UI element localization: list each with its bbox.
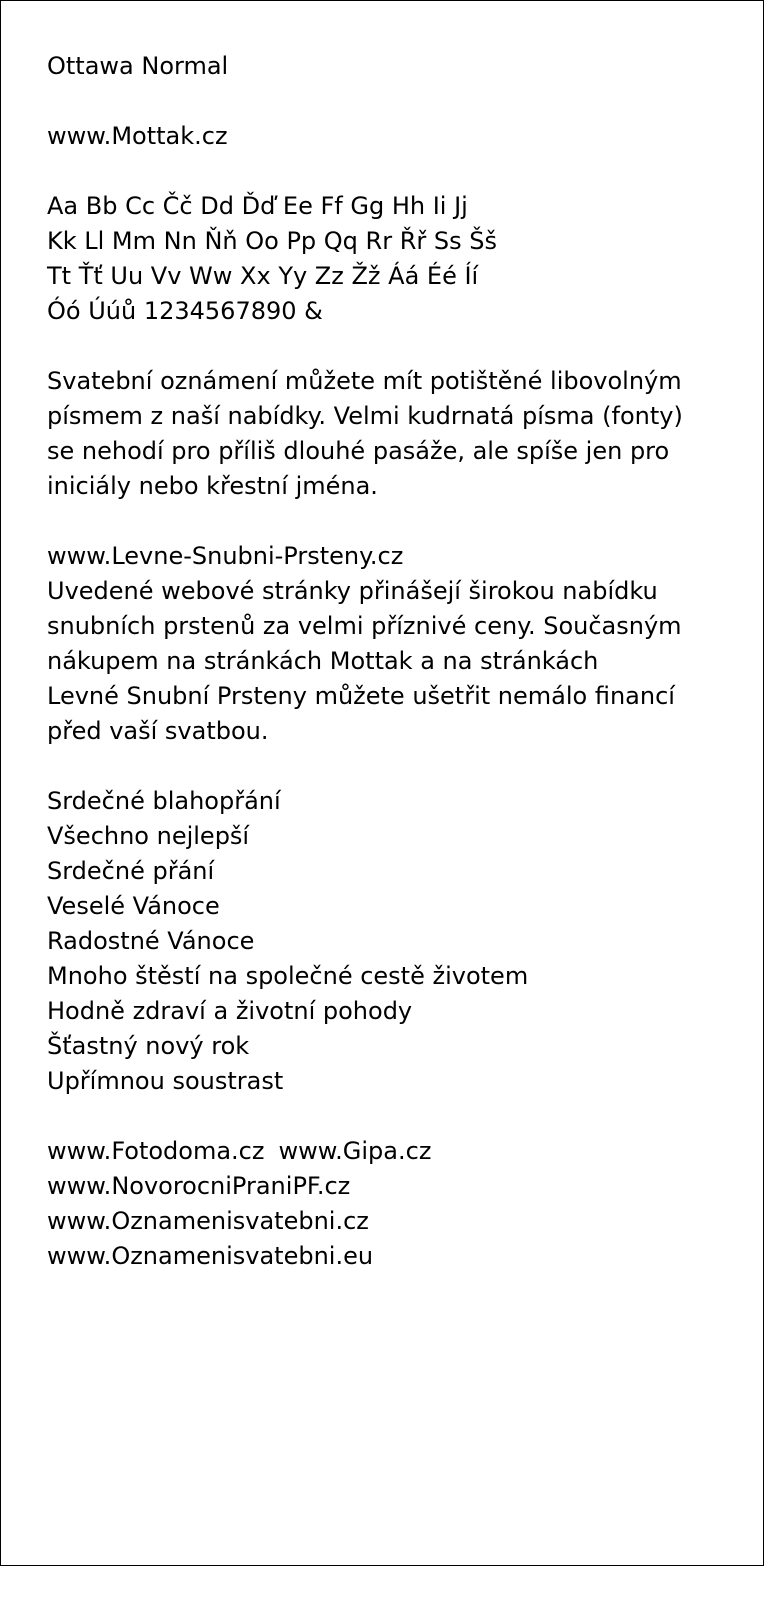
paragraph-line: Levné Snubní Prsteny můžete ušetřit nemálo financí: [47, 682, 675, 710]
spacer: [47, 154, 747, 189]
font-name-heading: Ottawa Normal: [47, 52, 229, 80]
oznameni-eu-link[interactable]: www.Oznamenisvatebni.eu: [47, 1242, 374, 1270]
greeting-item: Mnoho štěstí na společné cestě životem: [47, 962, 529, 990]
gipa-link[interactable]: www.Gipa.cz: [278, 1137, 432, 1165]
fotodoma-link[interactable]: www.Fotodoma.cz: [47, 1137, 265, 1165]
paragraph-line: se nehodí pro příliš dlouhé pasáže, ale spíše jen pro: [47, 437, 670, 465]
greeting-item: Všechno nejlepší: [47, 822, 250, 850]
alphabet-line: Kk Ll Mm Nn Ňň Oo Pp Qq Rr Řř Ss Šš: [47, 227, 497, 255]
spacer: [47, 84, 747, 119]
paragraph-line: před vaší svatbou.: [47, 717, 269, 745]
sample-content: [47, 49, 747, 1274]
site-link[interactable]: www.Mottak.cz: [47, 122, 228, 150]
spacer: [47, 329, 747, 364]
alphabet-line: Óó Úúů 1234567890 &: [47, 297, 323, 325]
intro-paragraph: [47, 364, 747, 504]
rings-site-link[interactable]: www.Levne-Snubni-Prsteny.cz: [47, 542, 404, 570]
spacer: [47, 749, 747, 784]
paragraph-line: iniciály nebo křestní jména.: [47, 472, 378, 500]
greeting-item: Hodně zdraví a životní pohody: [47, 997, 413, 1025]
rings-block: [47, 539, 747, 749]
paragraph-line: Svatební oznámení můžete mít potištěné libovolným: [47, 367, 682, 395]
links-block: [47, 1134, 747, 1274]
greeting-item: Srdečné blahopřání: [47, 787, 281, 815]
links-row: [47, 1134, 747, 1169]
greetings-list: [47, 784, 747, 1099]
greeting-item: Radostné Vánoce: [47, 927, 255, 955]
alphabet-line: Tt Ťť Uu Vv Ww Xx Yy Zz Žž Áá Éé Íí: [47, 262, 479, 290]
paragraph-line: snubních prstenů za velmi příznivé ceny. Současným: [47, 612, 682, 640]
greeting-item: Veselé Vánoce: [47, 892, 220, 920]
greeting-item: Srdečné přání: [47, 857, 215, 885]
greeting-item: Upřímnou soustrast: [47, 1067, 284, 1095]
oznameni-cz-link[interactable]: www.Oznamenisvatebni.cz: [47, 1207, 369, 1235]
paragraph-line: nákupem na stránkách Mottak a na stránkách: [47, 647, 599, 675]
novorocni-link[interactable]: www.NovorocniPraniPF.cz: [47, 1172, 351, 1200]
greeting-item: Šťastný nový rok: [47, 1032, 250, 1060]
paragraph-line: Uvedené webové stránky přinášejí širokou nabídku: [47, 577, 658, 605]
spacer: [47, 504, 747, 539]
alphabet-block: [47, 189, 747, 329]
paragraph-line: písmem z naší nabídky. Velmi kudrnatá písma (fonty): [47, 402, 683, 430]
spacer: [47, 1099, 747, 1134]
alphabet-line: Aa Bb Cc Čč Dd Ďď Ee Ff Gg Hh Ii Jj: [47, 192, 468, 220]
